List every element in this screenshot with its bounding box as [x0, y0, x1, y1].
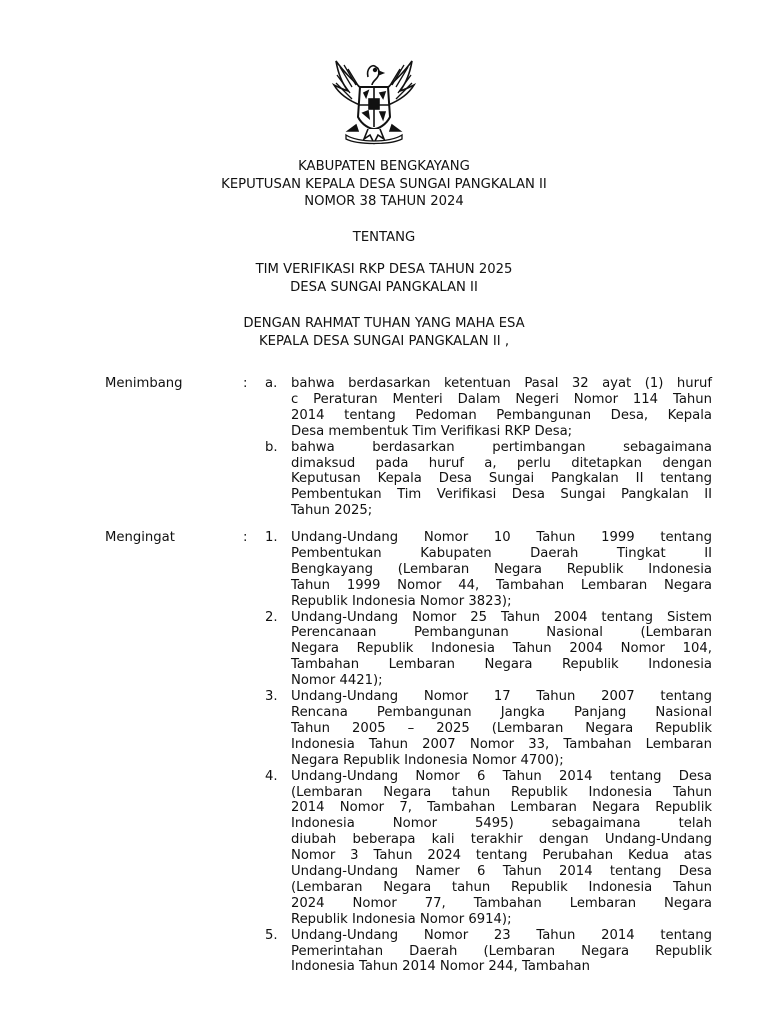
section-colon: :	[243, 530, 248, 545]
mengingat-item	[105, 530, 712, 610]
menimbang-section	[105, 376, 712, 519]
text-line: 2014 tentang Pedoman Pembangunan Desa, Kepala	[291, 407, 712, 423]
text-line: Undang-Undang Namer 6 Tahun 2014 tentang Desa	[291, 864, 712, 880]
list-item-text	[291, 610, 712, 690]
text-line: Indonesia Nomor 5495) sebagaimana telah	[291, 816, 712, 832]
text-line: Undang-Undang Nomor 23 Tahun 2014 tentang	[291, 927, 712, 943]
text-line: dimaksud pada huruf a, perlu ditetapkan dengan	[291, 455, 712, 471]
text-line: Pembentukan Tim Verifikasi Desa Sungai Pangkalan II	[291, 487, 712, 503]
list-marker: 2.	[265, 609, 278, 625]
text-line: Republik Indonesia Nomor 3823);	[291, 593, 512, 609]
text-line: Indonesia Tahun 2014 Nomor 244, Tambahan	[291, 959, 591, 975]
garuda-pancasila-emblem-icon	[328, 55, 420, 145]
text-line: Negara Republik Indonesia Tahun 2004 Nomor 104,	[291, 641, 712, 657]
list-marker: 3.	[265, 689, 278, 705]
list-marker: 4.	[265, 768, 278, 784]
section-label-menimbang: Menimbang	[105, 376, 183, 391]
text-line: Negara Republik Indonesia Nomor 4700);	[291, 752, 564, 768]
text-line: Indonesia Tahun 2007 Nomor 33, Tambahan Lembaran	[291, 736, 712, 752]
blessing-block	[0, 315, 768, 350]
menimbang-item	[105, 440, 712, 520]
subject-block	[0, 261, 768, 296]
blessing-line-1: DENGAN RAHMAT TUHAN YANG MAHA ESA	[243, 316, 525, 331]
list-marker: 5.	[265, 927, 278, 943]
mengingat-section	[105, 530, 712, 975]
text-line: (Lembaran Negara tahun Republik Indonesia Tahun	[291, 784, 712, 800]
text-line: c Peraturan Menteri Dalam Negeri Nomor 114 Tahun	[291, 391, 712, 407]
text-line: diubah beberapa kali terakhir dengan Undang-Undang	[291, 832, 712, 848]
text-line: Desa membentuk Tim Verifikasi RKP Desa;	[291, 423, 573, 439]
list-marker: a.	[265, 376, 278, 391]
text-line: Tahun 1999 Nomor 44, Tambahan Lembaran Negara	[291, 577, 712, 593]
text-line: Nomor 3 Tahun 2024 tentang Perubahan Kedua atas	[291, 848, 712, 864]
text-line: bahwa berdasarkan pertimbangan sebagaimana	[291, 439, 712, 455]
subject-line-2: DESA SUNGAI PANGKALAN II	[290, 279, 478, 295]
text-line: Tambahan Lembaran Negara Republik Indonesia	[291, 657, 712, 673]
mengingat-item	[105, 610, 712, 690]
decree-number: NOMOR 38 TAHUN 2024	[304, 194, 464, 209]
text-line: Pembentukan Kabupaten Daerah Tingkat II	[291, 545, 712, 561]
list-item-text	[291, 376, 712, 440]
text-line: Undang-Undang Nomor 25 Tahun 2004 tentang Sistem	[291, 609, 712, 625]
list-item-text	[291, 530, 712, 610]
section-colon: :	[243, 376, 248, 391]
mengingat-list	[105, 530, 712, 975]
text-line: Perencanaan Pembangunan Nasional (Lembaran	[291, 625, 712, 641]
text-line: Keputusan Kepala Desa Sungai Pangkalan II tentang	[291, 471, 712, 487]
text-line: Pemerintahan Daerah (Lembaran Negara Republik	[291, 943, 712, 959]
section-label-mengingat: Mengingat	[105, 530, 175, 545]
about-heading-block	[0, 229, 768, 247]
list-marker: 1.	[265, 530, 278, 545]
text-line: 2014 Nomor 7, Tambahan Lembaran Negara Republik	[291, 800, 712, 816]
text-line: Undang-Undang Nomor 6 Tahun 2014 tentang Desa	[291, 768, 712, 784]
about-heading: TENTANG	[352, 230, 416, 245]
regency-title: KABUPATEN BENGKAYANG	[298, 159, 470, 174]
mengingat-item	[105, 769, 712, 928]
text-line: Tahun 2005 – 2025 (Lembaran Negara Republik	[291, 720, 712, 736]
menimbang-item	[105, 376, 712, 440]
mengingat-item	[105, 689, 712, 769]
list-item-text	[291, 928, 712, 976]
text-line: Bengkayang (Lembaran Negara Republik Indonesia	[291, 561, 712, 577]
list-item-text	[291, 440, 712, 520]
text-line: Rencana Pembangunan Jangka Panjang Nasional	[291, 704, 712, 720]
text-line: Tahun 2025;	[291, 503, 373, 519]
text-line: Republik Indonesia Nomor 6914);	[291, 911, 512, 927]
list-marker: b.	[265, 439, 278, 455]
list-item-text	[291, 689, 712, 769]
blessing-line-2: KEPALA DESA SUNGAI PANGKALAN II ,	[258, 333, 510, 349]
document-header	[0, 158, 768, 211]
menimbang-list	[105, 376, 712, 519]
text-line: bahwa berdasarkan ketentuan Pasal 32 ayat (1) huruf	[291, 376, 712, 391]
text-line: 2024 Nomor 77, Tambahan Lembaran Negara	[291, 895, 712, 911]
mengingat-item	[105, 928, 712, 976]
text-line: (Lembaran Negara tahun Republik Indonesia Tahun	[291, 879, 712, 895]
decree-title: KEPUTUSAN KEPALA DESA SUNGAI PANGKALAN II	[221, 176, 547, 192]
list-item-text	[291, 769, 712, 928]
text-line: Undang-Undang Nomor 10 Tahun 1999 tentang	[291, 530, 712, 545]
subject-line-1: TIM VERIFIKASI RKP DESA TAHUN 2025	[255, 262, 513, 277]
text-line: Undang-Undang Nomor 17 Tahun 2007 tentang	[291, 689, 712, 705]
text-line: Nomor 4421);	[291, 673, 383, 689]
